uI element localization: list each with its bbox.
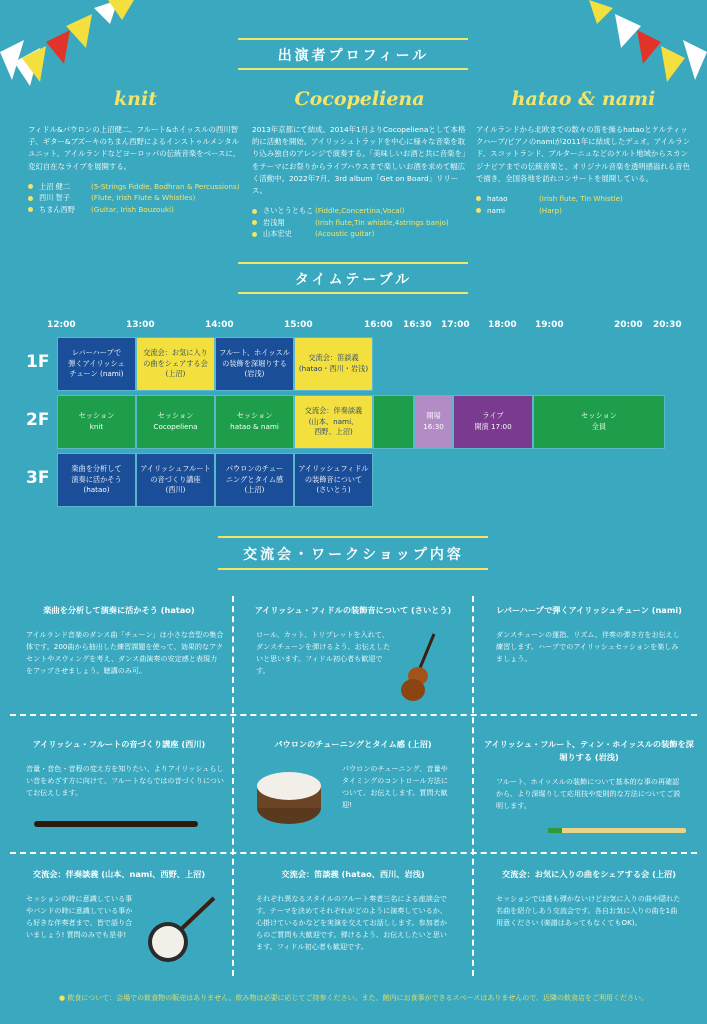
slot-2f: セッション hatao & nami [215,395,294,449]
slot-2f [373,395,414,449]
title-line-bottom [218,568,488,570]
workshop-description: セッションの時に意識している事やバンドの時に意識している事から好きな伴奏者まで、皆で語り合いましょう! 質問のみでも是非! [26,894,133,940]
title-line-top [218,536,488,538]
workshop-title: アイリッシュ・フィドルの装飾音について (さいとう) [254,605,452,615]
slot-3f: アイリッシュフィドル の装飾音について (さいとう) [294,453,373,507]
slot-1f: フルート、ホイッスル の装飾を深堀りする (岩浅) [215,337,294,391]
slot-1f: 交流会：笛談義 (hatao・西川・岩浅) [294,337,373,391]
title-line-bottom [238,68,468,70]
time-label: 17:00 [441,320,470,330]
slot-3f: 楽曲を分析して 演奏に活かそう (hatao) [57,453,136,507]
workshop-title: 交流会：笛談義 (hatao、西川、岩浅) [281,869,425,879]
performer-bio: 2013年京都にて結成。2014年1月よりCocopelienaとして本格的に活動を開始。アイリッシュトラッドを中心に様々な音楽を取り込み独自のアレンジで演奏する。「美味しいお酒と共に音楽を」をテーマにお祭りからライブハウスまで楽しいお酒を求めて幅広く活動中。2022年7月、3rd album「Get on Board」リリース。 [252,125,466,196]
section-title-timetable: タイムテーブル [294,272,413,288]
workshop-title: アイリッシュ・フルートの音づくり講座 (西川) [32,739,206,749]
workshop-title: アイリッシュ・フルート、ティン・ホイッスルの装飾を深堀りする (岩浅) [484,739,694,763]
slot-1f: 交流会：お気に入り の曲をシェアする会 (上沼) [136,337,215,391]
slot-1f: レバーハープで 弾くアイリッシュ チューン (nami) [57,337,136,391]
divider [10,852,697,854]
time-label: 16:30 [403,320,432,330]
performer-bio: フィドル&パウロンの上沼健二、フルート&ホイッスルの西川智子、ギター&ブズーキのちまん西野によるインストゥルメンタルユニット。アイルランドなどヨーロッパの伝統音楽をベースに、変幻自在なライブを展開する。 [28,125,241,171]
title-line-top [238,262,468,264]
slot-2f: ライブ 開演 17:00 [453,395,533,449]
footer-note: ● 飲食について：会場での飲食物の販売はありません。飲み物は必要に応じてご持参ください。また、館内にお食事ができるスペースはありませんので、近隣の飲食店をご利用ください。 [58,994,649,1002]
slot-2f: セッション 全員 [533,395,665,449]
whistle-icon [548,826,688,836]
floor-3f: 3F [26,468,50,488]
time-label: 12:00 [47,320,76,330]
slot-2f: 交流会：伴奏談義 (山本、nami、 西野、上沼) [294,395,373,449]
divider [232,596,234,976]
floor-1f: 1F [26,352,50,372]
slot-3f: アイリッシュフルート の音づくり講座 (西川) [136,453,215,507]
performer-bio: アイルランドから北欧までの数々の笛を操るhataoとケルティックハープ/ピアノのnamiが2011年に結成したデュオ。アイルランド、スコットランド、ブルターニュなどのケルト地域からスカンジナビアまでの伝統音楽と、オリジナル音楽を透明感溢れる音色で描き、全国各地を訪れコンサートを展開している。 [476,125,691,183]
time-label: 15:00 [284,320,313,330]
bodhran-icon [254,768,324,828]
time-label: 20:30 [653,320,682,330]
divider [472,596,474,976]
workshop-description: パウロンのチューニング、音量やタイミングのコントロール方法について、お伝えします。質問大歓迎! [342,764,448,810]
workshop-item [244,868,462,953]
workshop-description: ロール、カット、トリプレットを入れて、ダンスチューンを弾けるよう、お伝えしたいと思います。フィドル初心者も歓迎です。 [256,630,391,676]
banjo-icon [144,896,218,966]
workshop-title: パウロンのチューニングとタイム感 (上沼) [274,739,432,749]
workshop-title: 楽曲を分析して演奏に活かそう (hatao) [43,605,195,615]
time-label: 16:00 [364,320,393,330]
performer-knit [28,88,243,215]
time-label: 13:00 [126,320,155,330]
performer-name: knit [114,88,157,110]
slot-2f: 開場 16:30 [414,395,453,449]
workshop-description: 音量・音色・音程の変え方を知りたい、よりアイリッシュらしい音をめざす方に向けて、フルートならではの音づくりについてお伝えします。 [26,764,224,798]
title-line-bottom [238,292,468,294]
slot-3f: パウロンのチュー ニングとタイム感 (上沼) [215,453,294,507]
workshop-item [484,868,694,929]
member-list: 上沼 健二 (5-Strings Fiddle, Bodhran & Percussions) 西川 智子 (Flute, Irish Flute & Whistles) ちまん西野 (Guitar, Irish Bouzouki) [28,181,243,216]
slot-2f: セッション knit [57,395,136,449]
violin-icon [400,632,440,704]
workshop-item [484,604,694,665]
time-label: 18:00 [488,320,517,330]
time-label: 14:00 [205,320,234,330]
workshop-description: アイルランド音楽のダンス曲「チューン」は小さな音型の集合体です。200曲から抽出した練習課題を使って、効果的なアクセントやスウィングを考え、ダンス曲演奏の安定感と表現力をアップさせましょう。聴講のみ可。 [26,630,224,676]
workshop-title: 交流会：お気に入りの曲をシェアする会 (上沼) [502,869,676,879]
workshop-title: レバーハープで弾くアイリッシュチューン (nami) [496,605,682,615]
slot-2f: セッション Cocopeliena [136,395,215,449]
workshop-description: それぞれ異なるスタイルのフルート奏者三名による座談会です。テーマを決めてそれぞれがどのように演奏しているか、心掛けているかなどを実演を交えてお話しします。参加者からのご質問も大歓迎です。弾けるよう、お伝えしたいと思います。フィドル初心者も歓迎です。 [256,894,448,952]
workshop-title: 交流会：伴奏談義 (山本、nami、西野、上沼) [32,869,206,879]
divider [10,714,697,716]
section-title-workshops: 交流会・ワークショップ内容 [243,547,464,563]
workshop-item [14,604,224,677]
time-label: 19:00 [535,320,564,330]
workshop-item [484,738,694,812]
performer-cocopeliena [252,88,467,240]
flute-icon [34,818,200,830]
performer-name: Cocopeliena [294,88,425,110]
workshop-item [14,738,224,799]
title-line-top [238,38,468,40]
member-list: さいとうともこ (Fiddle,Concertina,Vocal) 岩浅翔 (Irish flute,Tin whistle,4strings banjo) 山本宏史 (Acoustic guitar) [252,205,467,240]
section-title-profiles: 出演者プロフィール [277,48,430,64]
workshop-description: フルート、ホイッスルの装飾について基本的な事の再確認から、より深堀りして応用技や変則的な方法についてご説明します。 [496,777,681,811]
member-list: hatao (Irish flute, Tin Whistle) nami (Harp) [476,193,691,216]
workshop-description: セッションでは誰も弾かないけどお気に入りの曲や隠れた名曲を紹介しあう交流会です。各自お気に入りの曲を1曲用意ください (楽譜はあってもなくてもOK)。 [496,894,681,928]
time-label: 20:00 [614,320,643,330]
performer-name: hatao & nami [511,88,656,110]
floor-2f: 2F [26,410,50,430]
workshop-description: ダンスチューンの運指、リズム、伴奏の弾き方をお伝えし練習します。ハープでのアイリッシュセッションを楽しみましょう。 [496,630,680,664]
performer-hatao-nami [476,88,691,216]
